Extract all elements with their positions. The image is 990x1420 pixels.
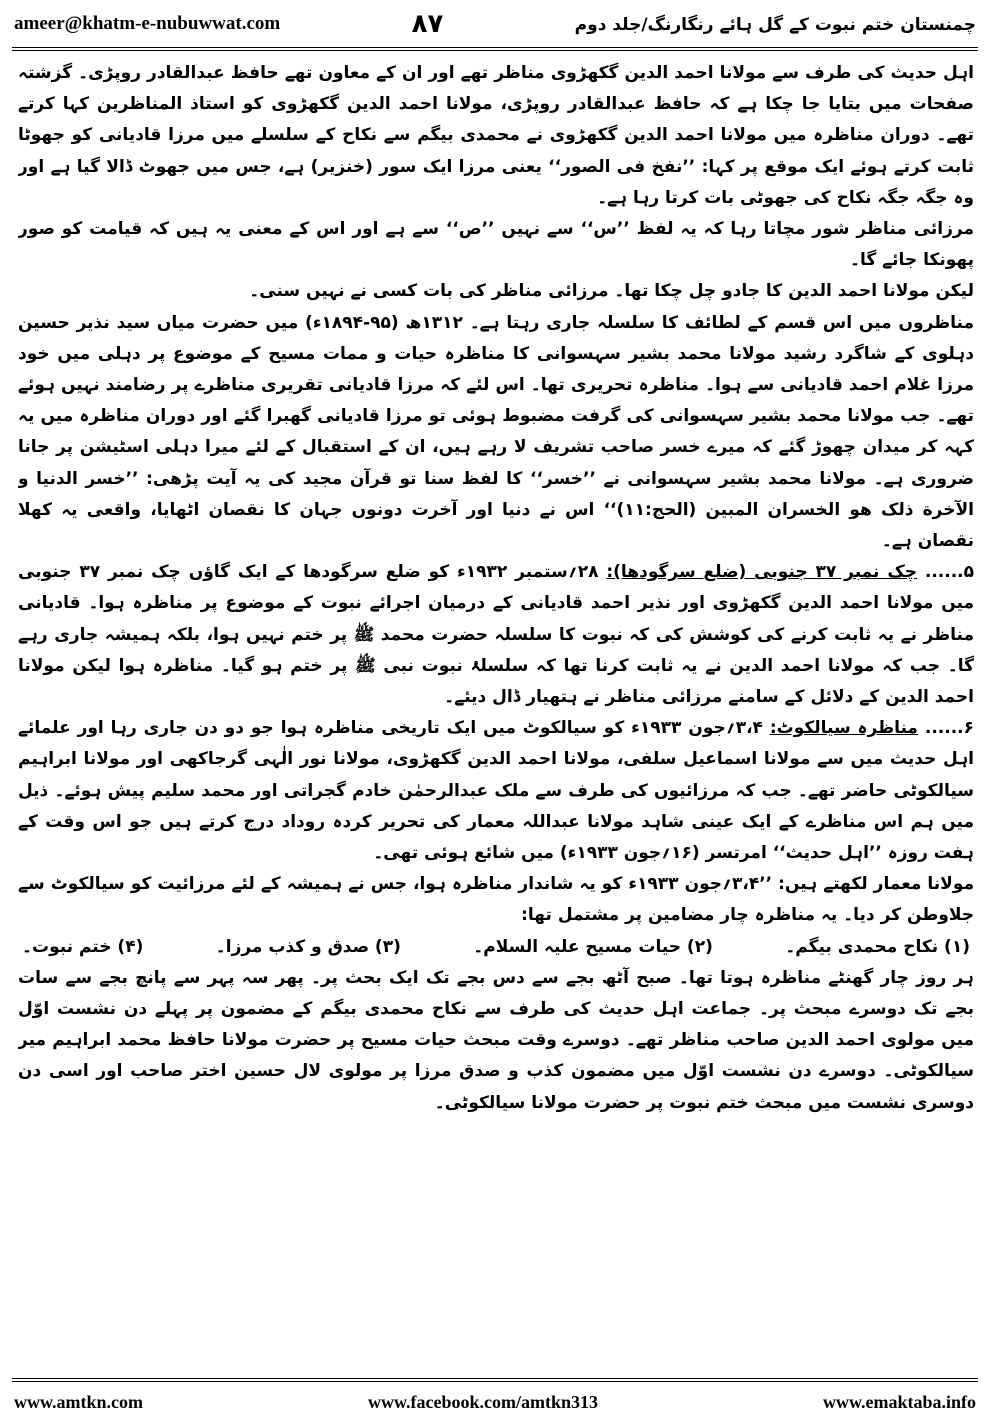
topic-item: (۳) صدق و کذب مرزا۔ — [215, 936, 401, 957]
section-6 — [18, 713, 974, 869]
page-number: ۸۷ — [411, 9, 444, 39]
section-6-heading: مناظرہ سیالکوٹ: — [769, 718, 918, 739]
page-header — [14, 4, 976, 44]
section-5-number: ۵...... — [924, 562, 974, 583]
footer-link-amtkn[interactable]: www.amtkn.com — [14, 1391, 143, 1412]
paragraph-2: مرزائی مناظر شور مچاتا رہا کہ یہ لفظ ’’س‘‘ سے نہیں ’’ص‘‘ سے ہے اور اس کے معنی یہ ہیں کہ قیامت کو صور پھونکا جائے گا۔ — [18, 219, 974, 271]
footer-link-facebook[interactable]: www.facebook.com/amtkn313 — [367, 1391, 598, 1412]
topic-item: (۴) ختم نبوت۔ — [22, 936, 144, 957]
topic-item: (۲) حیات مسیح علیہ السلام۔ — [473, 936, 713, 957]
section-6-number: ۶...... — [924, 718, 974, 739]
paragraph-1: اہل حدیث کی طرف سے مولانا احمد الدین گکھڑوی مناظر تھے اور ان کے معاون تھے حافظ عبدالقادر روپڑی۔ گزشتہ صفحات میں بتایا جا چکا ہے کہ حافظ عبدالقادر روپڑی، مولانا احمد الدین گکھڑوی کو استاذ المناظرین کہا کرتے تھے۔ دوران مناظرہ میں مولانا احمد الدین گکھڑوی نے محمدی بیگم سے نکاح کے سلسلے میں مرزا قادیانی کو جھوٹا ثابت کرتے ہوئے ایک موقع پر کہا: ’’نفخ فی الصور‘‘ یعنی مرزا ایک سور (خنزیر) ہے، جس میں جھوٹ ڈالا گیا ہے اور وہ جگہ جگہ نکاح کی جھوٹی بات کرتا رہا ہے۔ — [18, 63, 974, 208]
topic-list — [18, 932, 974, 963]
paragraph-3: لیکن مولانا احمد الدین کا جادو چل چکا تھا۔ مرزائی مناظر کی بات کسی نے نہیں سنی۔ — [249, 281, 974, 302]
topic-item: (۱) نکاح محمدی بیگم۔ — [785, 936, 970, 957]
section-5-heading: چک نمبر ۳۷ جنوبی (ضلع سرگودھا): — [606, 562, 917, 583]
footer-rule — [12, 1378, 978, 1384]
section-5-text: ۲۸؍ستمبر ۱۹۳۲ء کو ضلع سرگودھا کے ایک گاؤں چک نمبر ۳۷ جنوبی میں مولانا احمد الدین گکھڑوی اور نذیر احمد قادیانی کے درمیان اجرائے نبوت کے موضوع پر مناظرہ ہوا۔ قادیانی مناظر نے یہ ثابت کرنے کی کوشش کی کہ نبوت کا سلسلہ حضرت محمد ﷺ پر ختم نہیں ہوا، بلکہ ہمیشہ جاری رہے گا۔ جب کہ مولانا احمد الدین نے یہ ثابت کرنا تھا کہ سلسلۂ نبوت نبی ﷺ پر ختم ہو گیا۔ مناظرہ ہوا لیکن مولانا احمد الدین کے دلائل کے سامنے مرزائی مناظر نے ہتھیار ڈال دیئے۔ — [18, 562, 974, 708]
paragraph-4: مناظروں میں اس قسم کے لطائف کا سلسلہ جاری رہتا ہے۔ ۱۳۱۲ھ (۹۵-۱۸۹۴ء) میں حضرت میاں سید نذیر حسین دہلوی کے شاگرد رشید مولانا محمد بشیر سہسوانی کا مناظرہ حیات و ممات مسیح کے موضوع پر دہلی میں خود مرزا غلام احمد قادیانی سے ہوا۔ مناظرہ تحریری تھا۔ اس لئے کہ مرزا قادیانی تقریری مناظرے پر رضامند نہیں ہوئے تھے۔ جب مولانا محمد بشیر سہسوانی کی گرفت مضبوط ہوئی تو مرزا قادیانی گھبرا گئے اور دوران مناظرہ میں یہ کہہ کر میدان چھوڑ گئے کہ میرے خسر صاحب تشریف لا رہے ہیں، ان کے استقبال کے لئے میرا دہلی اسٹیشن پر جانا ضروری ہے۔ مولانا محمد بشیر سہسوانی نے ’’خسر‘‘ کا لفظ سنا تو قرآن مجید کی یہ آیت پڑھی: ’’خسر الدنیا و الآخرة ذلک هو الخسران المبین (الحج:۱۱)‘‘ اس نے دنیا اور آخرت دونوں جہان کا نقصان اٹھایا، واقعی یہ کھلا نقصان ہے۔ — [18, 312, 974, 552]
page-footer — [14, 1390, 976, 1414]
section-5 — [18, 557, 974, 713]
page-body — [18, 58, 974, 1372]
section-6-text: ۳،۴؍جون ۱۹۳۳ء کو سیالکوٹ میں ایک تاریخی مناظرہ ہوا جو دو دن جاری رہا اور علمائے اہل حدیث میں سے مولانا اسماعیل سلفی، مولانا احمد الدین گکھڑوی، مولانا نور الٰہی گرجاکھی اور مولانا ابراہیم سیالکوٹی حاضر تھے۔ جب کہ مرزائیوں کی طرف سے ملک عبدالرحمٰن خادم گجراتی اور محمد سلیم پیش ہوئے۔ ذیل میں ہم اس مناظرے کے ایک عینی شاہد مولانا عبداللہ معمار کی تحریر کردہ روداد درج کرتے ہیں جو اس وقت کے ہفت روزہ ’’اہل حدیث‘‘ امرتسر (۱۶؍جون ۱۹۳۳ء) میں شائع ہوئی تھی۔ — [18, 718, 974, 864]
paragraph-7: مولانا معمار لکھتے ہیں: ’’۳،۴؍جون ۱۹۳۳ء کو یہ شاندار مناظرہ ہوا، جس نے ہمیشہ کے لئے مرزائیت کو سیالکوٹ سے جلاوطن کر دیا۔ یہ مناظرہ چار مضامین پر مشتمل تھا: — [18, 874, 974, 926]
footer-link-emaktaba[interactable]: www.emaktaba.info — [822, 1391, 976, 1412]
header-email: ameer@khatm-e-nubuwwat.com — [14, 13, 281, 34]
book-title: چمنستان ختم نبوت کے گل ہائے رنگارنگ/جلد دوم — [574, 14, 976, 35]
paragraph-8: ہر روز چار گھنٹے مناظرہ ہوتا تھا۔ صبح آٹھ بجے سے دس بجے تک ایک بحث پر۔ پھر سہ پہر سے پانچ بجے سے سات بجے تک دوسرے مبحث پر۔ جماعت اہل حدیث کی طرف سے نکاح محمدی بیگم کے مضمون پر پہلے دن نشست اوّل میں مولوی احمد الدین صاحب مناظر تھے۔ دوسرے وقت مبحث حیات مسیح پر حضرت مولانا حافظ محمد ابراہیم میر سیالکوٹی۔ دوسرے دن نشست اوّل میں مضمون کذب و صدق مرزا پر مولوی لال حسین اختر صاحب اور اسی دن دوسری نشست میں مبحث ختم نبوت پر حضرت مولانا سیالکوٹی۔ — [18, 967, 974, 1113]
header-rule — [12, 47, 978, 53]
